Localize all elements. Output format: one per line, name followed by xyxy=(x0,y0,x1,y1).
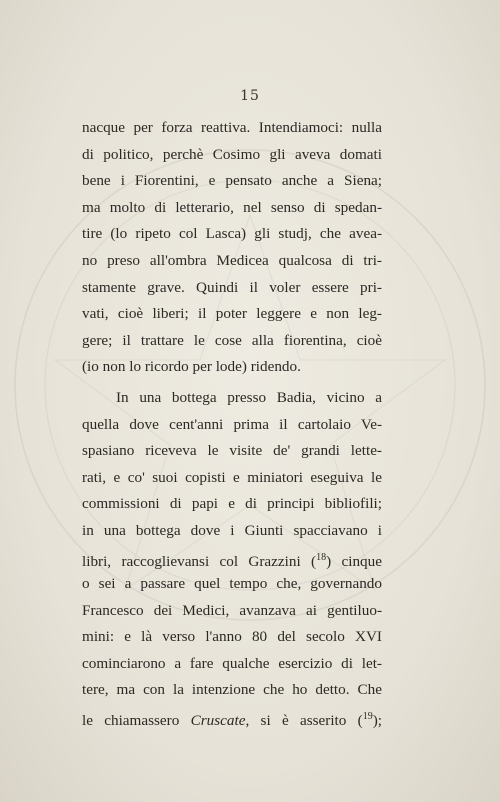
text-line xyxy=(82,704,382,731)
text-line: no preso all'ombra Medicea qualcosa di tri- xyxy=(82,251,382,269)
footnote-ref-18: 18 xyxy=(316,551,327,563)
text-line: stamente grave. Quindi il voler essere pri- xyxy=(82,278,382,296)
text-line: o sei a passare quel tempo che, governando xyxy=(82,575,382,593)
body-text xyxy=(82,115,382,731)
page-number: 15 xyxy=(240,88,260,104)
text-run: ); xyxy=(372,712,382,730)
text-line: (io non lo ricordo per lode) ridendo. xyxy=(82,358,301,376)
footnote-ref-19: 19 xyxy=(362,711,373,723)
text-run: , si è asserito ( xyxy=(245,712,363,730)
italic-term: Cruscate xyxy=(190,712,246,730)
text-line: spasiano riceveva le visite de' grandi lette- xyxy=(82,442,382,460)
text-line: tire (lo ripeto col Lasca) gli studj, che avea- xyxy=(82,225,382,243)
text-line: bene i Fiorentini, e pensato anche a Siena; xyxy=(82,172,382,190)
text-line: gere; il trattare le cose alla fiorentina, cioè xyxy=(82,331,382,349)
text-line: mini: e là verso l'anno 80 del secolo XVI xyxy=(82,628,382,646)
text-run: libri, raccoglievansi col Grazzini ( xyxy=(82,552,317,570)
text-line: di politico, perchè Cosimo gli aveva domati xyxy=(82,145,382,163)
text-line: In una bottega presso Badia, vicino a xyxy=(116,388,382,406)
text-line: vati, cioè liberi; il poter leggere e non leg- xyxy=(82,305,382,323)
text-line: quella dove cent'anni prima il cartolaio Ve- xyxy=(82,415,382,433)
text-line: nacque per forza reattiva. Intendiamoci: nulla xyxy=(82,119,382,136)
text-run: ) cinque xyxy=(326,552,382,570)
text-line: commissioni di papi e di principi bibliofili; xyxy=(82,495,382,513)
text-line: tere, ma con la intenzione che ho detto. Che xyxy=(82,681,382,699)
text-run: le chiamassero xyxy=(82,712,191,730)
text-line: cominciarono a fare qualche esercizio di let- xyxy=(82,654,382,672)
text-line xyxy=(82,545,382,572)
text-line: rati, e co' suoi copisti e miniatori eseguiva le xyxy=(82,468,382,486)
text-line: in una bottega dove i Giunti spacciavano i xyxy=(82,521,382,539)
text-line: Francesco dei Medici, avanzava ai gentiluo- xyxy=(82,601,382,619)
text-line: ma molto di letterario, nel senso di spedan- xyxy=(82,198,382,216)
